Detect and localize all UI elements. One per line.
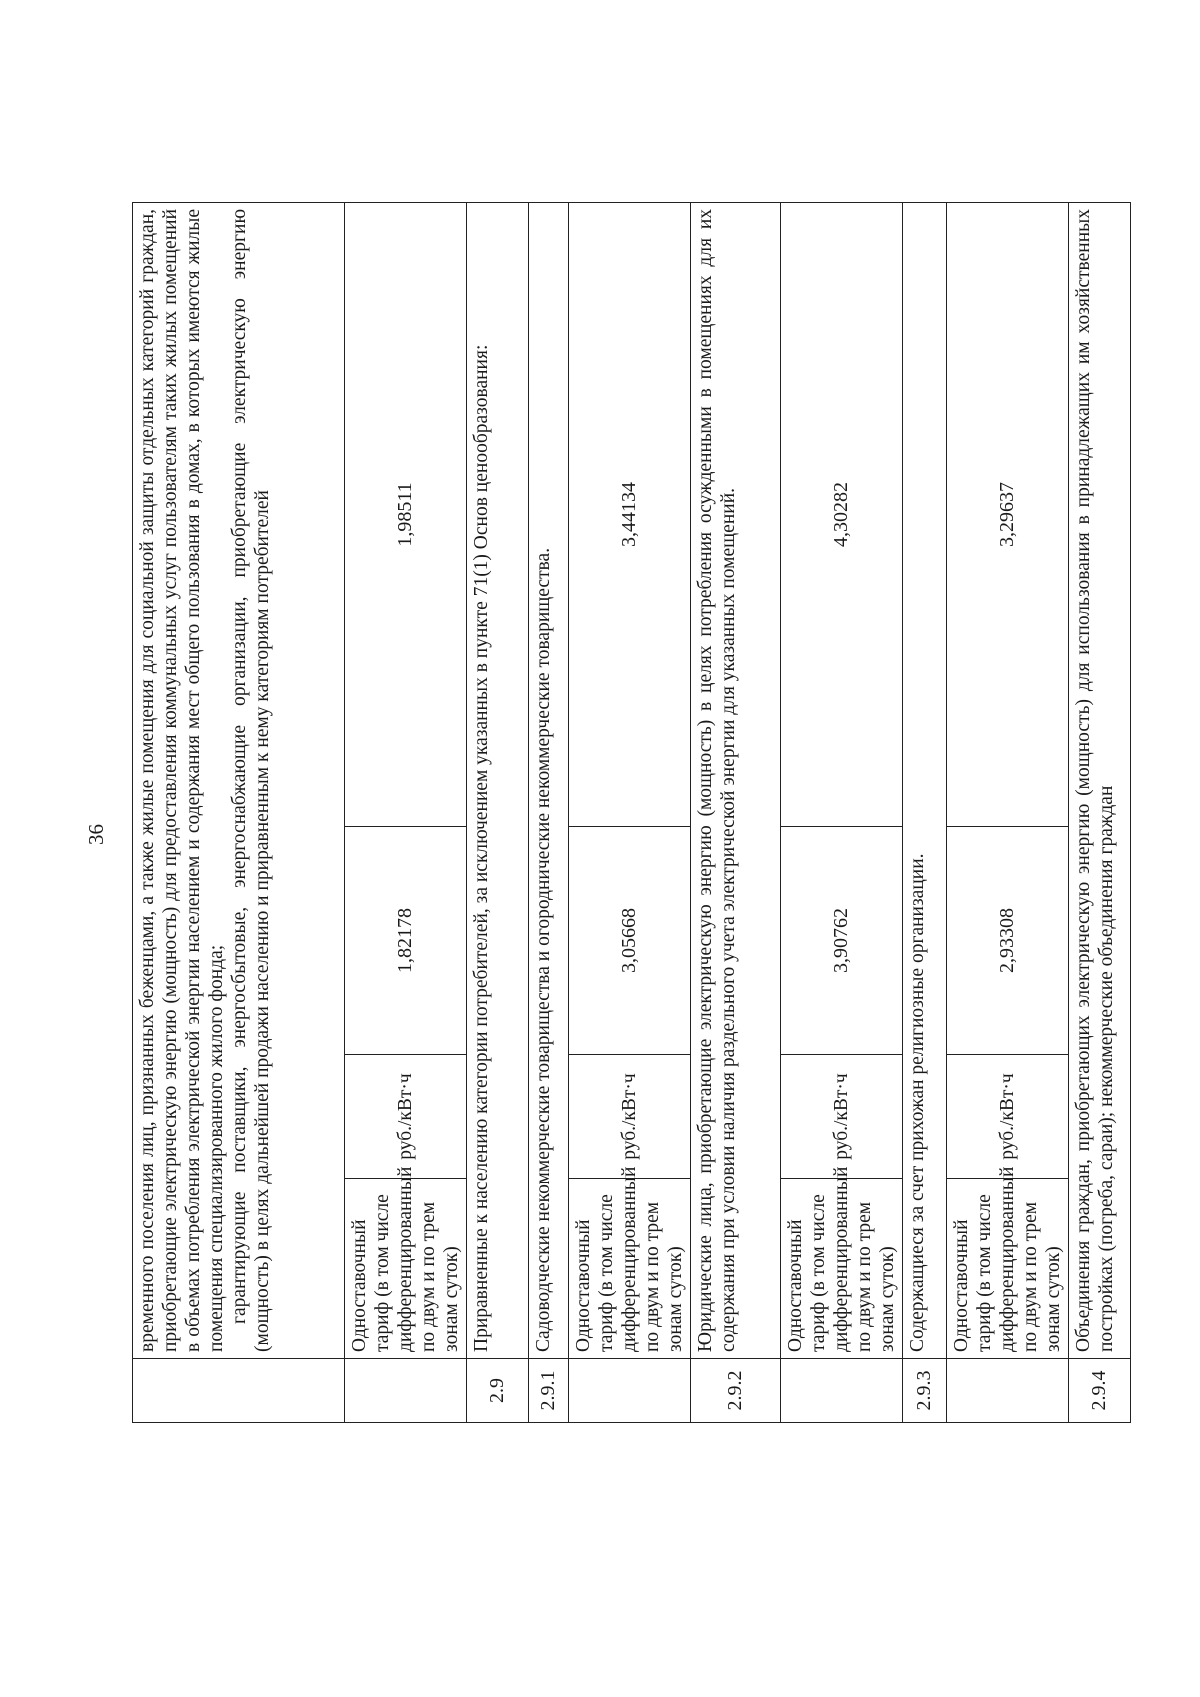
row-code [345, 1359, 467, 1423]
table-row [345, 202, 467, 1422]
tariff-value-2: 3,44134 [569, 202, 691, 826]
tariff-label: Одноставочный тариф (в том числе дифференцированный по двум и по трем зонам суток) [569, 1179, 691, 1359]
tariff-value-2: 3,29637 [947, 202, 1069, 826]
row-description: Объединения граждан, приобретающих электрическую энергию (мощность) для использования в принадлежащих им хозяйственных постройках (погреба, сараи); некоммерческие объединения граждан [1069, 202, 1131, 1358]
tariff-unit: руб./кВт·ч [345, 1055, 467, 1179]
row-code [133, 1359, 345, 1423]
row-code: 2.9 [467, 1359, 529, 1423]
tariff-unit: руб./кВт·ч [947, 1055, 1069, 1179]
tariff-table [132, 202, 1131, 1423]
tariff-label: Одноставочный тариф (в том числе дифференцированный по двум и по трем зонам суток) [345, 1179, 467, 1359]
row-code [569, 1359, 691, 1423]
table-row [781, 202, 903, 1422]
table-row [467, 202, 529, 1422]
row-code: 2.9.4 [1069, 1359, 1131, 1423]
row-description: Содержащиеся за счет прихожан религиозные организации. [903, 202, 947, 1358]
tariff-unit: руб./кВт·ч [781, 1055, 903, 1179]
table-row [133, 202, 345, 1422]
row-code [781, 1359, 903, 1423]
row-description: Юридические лица, приобретающие электрическую энергию (мощность) в целях потребления осужденными в помещениях для их содержания при условии наличия раздельного учета электрической энергии для указанных помещений. [691, 202, 781, 1358]
tariff-value-2: 4,30282 [781, 202, 903, 826]
row-description: Садоводческие некоммерческие товарищества и огороднические некоммерческие товарищества. [529, 202, 569, 1358]
intro-paragraph: временного поселения лиц, признанных беженцами, а также жилые помещения для социальной защиты отдельных категорий граждан, приобретающие электрическую энергию (мощность) для предоставления коммунальных услуг пользователям таких жилых помещений в объемах потребления электрической энергии населением и содержания мест общего пользования в домах, в которых имеются жилые помещения специализированного жилого фонда; [137, 208, 227, 1352]
tariff-label: Одноставочный тариф (в том числе дифференцированный по двум и по трем зонам суток) [947, 1179, 1069, 1359]
row-code: 2.9.2 [691, 1359, 781, 1423]
row-description [133, 202, 345, 1358]
row-description: Приравненные к населению категории потребителей, за исключением указанных в пункте 71(1) Основ ценообразования: [467, 202, 529, 1358]
tariff-value-1: 3,05668 [569, 827, 691, 1055]
row-code: 2.9.1 [529, 1359, 569, 1423]
table-row [903, 202, 947, 1422]
tariff-unit: руб./кВт·ч [569, 1055, 691, 1179]
row-code: 2.9.3 [903, 1359, 947, 1423]
tariff-value-1: 1,82178 [345, 827, 467, 1055]
row-code [947, 1359, 1069, 1423]
intro-paragraph: гарантирующие поставщики, энергосбытовые, энергоснабжающие организации, приобретающие электрическую энергию (мощность) в целях дальнейшей продажи населению и приравненным к нему категориям потребителей [229, 208, 273, 1352]
tariff-value-1: 3,90762 [781, 827, 903, 1055]
table-row [1069, 202, 1131, 1422]
page-number: 36 [84, 824, 108, 845]
tariff-value-2: 1,98511 [345, 202, 467, 826]
tariff-value-1: 2,93308 [947, 827, 1069, 1055]
tariff-label: Одноставочный тариф (в том числе дифференцированный по двум и по трем зонам суток) [781, 1179, 903, 1359]
table-row [947, 202, 1069, 1422]
table-row [529, 202, 569, 1422]
rotated-page-content [132, 203, 1117, 1423]
table-row [569, 202, 691, 1422]
table-row [691, 202, 781, 1422]
